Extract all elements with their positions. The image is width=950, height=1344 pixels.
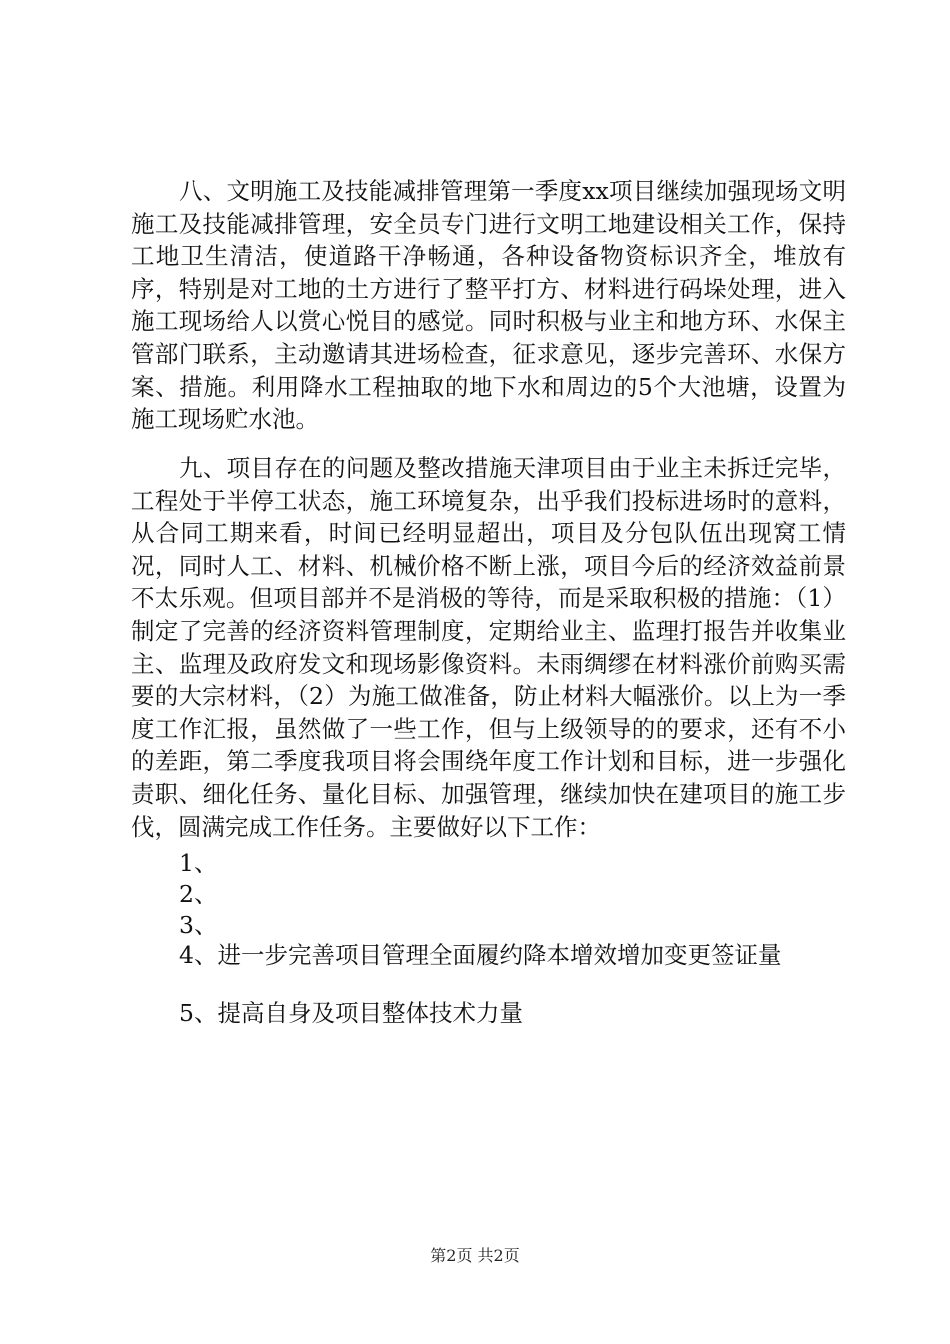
- paragraph-section-8: 八、文明施工及技能减排管理第一季度xx项目继续加强现场文明施工及技能减排管理，安全员专门进行文明工地建设相关工作，保持工地卫生清洁，使道路干净畅通，各种设备物资标识齐全，堆放有序，特别是对工地的土方进行了整平打方、材料进行码垛处理，进入施工现场给人以赏心悦目的感觉。同时积极与业主和地方环、水保主管部门联系，主动邀请其进场检查，征求意见，逐步完善环、水保方案、措施。利用降水工程抽取的地下水和周边的5个大池塘，设置为施工现场贮水池。: [131, 177, 846, 434]
- list-item-4: 4、进一步完善项目管理全面履约降本增效增加变更签证量: [179, 941, 782, 969]
- list-item-2: 2、: [179, 880, 218, 908]
- list-item-3: 3、: [179, 911, 218, 939]
- paragraph-section-9: 九、项目存在的问题及整改措施天津项目由于业主未拆迁完毕，工程处于半停工状态，施工环境复杂，出乎我们投标进场时的意料，从合同工期来看，时间已经明显超出，项目及分包队伍出现窝工情况，同时人工、材料、机械价格不断上涨，项目今后的经济效益前景不太乐观。但项目部并不是消极的等待，而是采取积极的措施：（1）制定了完善的经济资料管理制度，定期给业主、监理打报告并收集业主、监理及政府发文和现场影像资料。未雨绸缪在材料涨价前购买需要的大宗材料，（2）为施工做准备，防止材料大幅涨价。以上为一季度工作汇报，虽然做了一些工作，但与上级领导的的要求，还有不小的差距，第二季度我项目将会围绕年度工作计划和目标，进一步强化责职、细化任务、量化目标、加强管理，继续加快在建项目的施工步伐，圆满完成工作任务。主要做好以下工作：: [131, 454, 846, 841]
- list-item-1: 1、: [179, 849, 218, 877]
- list-item-5: 5、提高自身及项目整体技术力量: [179, 999, 523, 1027]
- page-footer: 第2页 共2页: [430, 1246, 520, 1265]
